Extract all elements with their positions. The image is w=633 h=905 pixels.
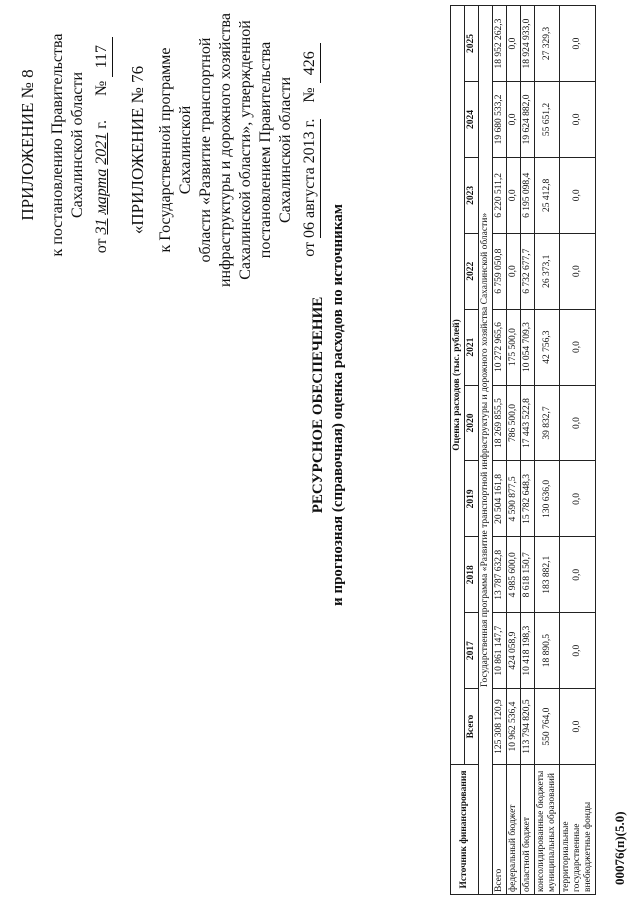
value-cell: 15 782 648,3	[521, 461, 535, 537]
value-cell: 10 272 965,6	[493, 309, 507, 385]
row-label: консолидированные бюджеты муниципальных образований	[535, 765, 560, 895]
value-cell: 13 787 632,8	[493, 537, 507, 613]
appendix-8-date-month: марта	[93, 168, 110, 215]
appendix-76-num-value: 426	[300, 43, 321, 83]
value-cell: 25 412,8	[535, 157, 560, 233]
value-cell: 42 756,3	[535, 309, 560, 385]
appendix-8-line1: к постановлению Правительства	[49, 33, 66, 257]
appendix-76-date-value: 06 августа 2013 г.	[300, 119, 321, 238]
appendix-8-num-sign: №	[93, 80, 110, 96]
value-cell: 175 500,0	[507, 309, 521, 385]
column-header: 2020	[465, 385, 479, 461]
appendix-8-date-suffix: г.	[93, 119, 110, 129]
value-cell: 0,0	[560, 461, 596, 537]
appendix-76-date-prefix: от	[301, 241, 318, 257]
document-title	[308, 45, 348, 765]
value-cell: 27 329,3	[535, 6, 560, 82]
value-cell: 0,0	[507, 157, 521, 233]
value-cell: 0,0	[560, 309, 596, 385]
appendix-8-num-value: 117	[92, 37, 113, 77]
title-line1: РЕСУРСНОЕ ОБЕСПЕЧЕНИЕ	[310, 296, 326, 514]
appendix-76-num-sign: №	[301, 87, 318, 103]
value-cell: 0,0	[560, 385, 596, 461]
program-row	[479, 6, 493, 895]
value-cell: 4 590 877,5	[507, 461, 521, 537]
value-cell: 0,0	[560, 6, 596, 82]
appendix-76-line: инфраструктуры и дорожного хозяйства	[217, 12, 234, 288]
value-cell: 8 618 150,7	[521, 537, 535, 613]
value-cell: 10 962 536,4	[507, 689, 521, 765]
appendix-76-line: области «Развитие транспортной	[197, 37, 214, 263]
column-header: 2023	[465, 157, 479, 233]
appendix-76-line: Сахалинской области	[277, 76, 294, 224]
value-cell: 6 759 050,8	[493, 233, 507, 309]
appendix-76-block	[128, 10, 321, 290]
column-header: Всего	[465, 689, 479, 765]
column-header-row	[465, 6, 479, 895]
value-cell: 0,0	[507, 233, 521, 309]
appendix-8-date-prefix: от	[93, 238, 110, 254]
row-label: Всего	[493, 765, 507, 895]
table-row	[507, 6, 521, 895]
table-row	[521, 6, 535, 895]
value-cell: 550 764,0	[535, 689, 560, 765]
value-cell: 10 054 709,3	[521, 309, 535, 385]
row-label: федеральный бюджет	[507, 765, 521, 895]
table-row	[493, 6, 507, 895]
value-cell: 786 500,0	[507, 385, 521, 461]
value-cell: 19 624 882,0	[521, 81, 535, 157]
row-label: областной бюджет	[521, 765, 535, 895]
value-cell: 19 680 533,2	[493, 81, 507, 157]
column-header: 2021	[465, 309, 479, 385]
value-cell: 39 832,7	[535, 385, 560, 461]
value-cell: 0,0	[560, 157, 596, 233]
table-row	[535, 6, 560, 895]
appendix-8-line2: Сахалинской области	[69, 71, 86, 219]
column-header: 2024	[465, 81, 479, 157]
value-cell: 18 890,5	[535, 613, 560, 689]
appendix-8-block	[18, 25, 113, 265]
value-cell: 26 373,1	[535, 233, 560, 309]
appendix-8-date-line	[92, 25, 113, 265]
value-cell: 183 882,1	[535, 537, 560, 613]
title-line2: и прогнозная (справочная) оценка расходов по источникам	[330, 204, 346, 606]
value-cell: 113 794 820,5	[521, 689, 535, 765]
resource-table-wrapper	[450, 5, 596, 895]
value-cell: 424 058,9	[507, 613, 521, 689]
value-cell: 0,0	[507, 81, 521, 157]
row-label: территориальные государственные внебюджетные фонды	[560, 765, 596, 895]
value-cell: 6 195 098,4	[521, 157, 535, 233]
value-cell: 4 985 600,0	[507, 537, 521, 613]
value-cell: 10 418 198,3	[521, 613, 535, 689]
value-cell: 125 308 120,9	[493, 689, 507, 765]
value-cell: 6 220 511,2	[493, 157, 507, 233]
appendix-8-title: ПРИЛОЖЕНИЕ № 8	[18, 69, 37, 221]
value-cell: 17 443 522,8	[521, 385, 535, 461]
value-cell: 0,0	[560, 81, 596, 157]
column-header: 2025	[465, 6, 479, 82]
value-cell: 18 924 933,0	[521, 6, 535, 82]
value-cell: 130 636,0	[535, 461, 560, 537]
document-code: 00076(п)(5.0)	[612, 811, 627, 885]
value-cell: 0,0	[560, 233, 596, 309]
value-cell: 6 732 677,7	[521, 233, 535, 309]
source-header: Источник финансирования	[451, 765, 479, 895]
resource-table	[450, 5, 596, 895]
appendix-8-date-year: 2021	[93, 132, 110, 165]
value-cell: 0,0	[560, 537, 596, 613]
value-cell: 55 651,2	[535, 81, 560, 157]
column-header: 2017	[465, 613, 479, 689]
appendix-76-line: Сахалинской области», утвержденной	[237, 20, 254, 280]
value-cell: 0,0	[560, 689, 596, 765]
value-cell: 20 504 161,8	[493, 461, 507, 537]
estimate-header: Оценка расходов (тыс. рублей)	[451, 6, 465, 765]
column-header: 2022	[465, 233, 479, 309]
value-cell: 18 269 855,5	[493, 385, 507, 461]
column-header: 2018	[465, 537, 479, 613]
column-header: 2019	[465, 461, 479, 537]
value-cell: 10 861 147,7	[493, 613, 507, 689]
appendix-76-line: постановлением Правительства	[257, 41, 274, 259]
table-row	[560, 6, 596, 895]
appendix-76-title: «ПРИЛОЖЕНИЕ № 76	[128, 65, 147, 235]
appendix-76-line: к Государственной программе Сахалинской	[157, 47, 194, 253]
program-cell: Государственная программа «Развитие транспортной инфраструктуры и дорожного хозяйства Сахалинской области»	[479, 6, 493, 895]
value-cell: 0,0	[507, 6, 521, 82]
value-cell: 18 952 262,3	[493, 6, 507, 82]
value-cell: 0,0	[560, 613, 596, 689]
appendix-8-date-day: 31	[93, 218, 110, 235]
